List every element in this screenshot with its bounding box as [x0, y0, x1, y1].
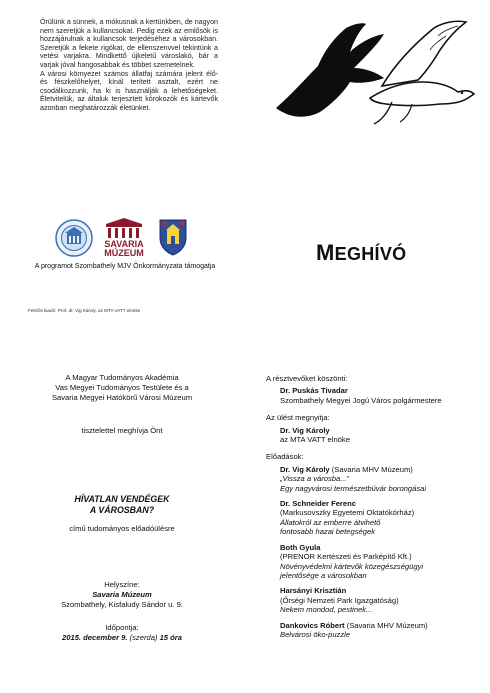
speaker-name: Dr. Schneider Ferenc	[280, 499, 356, 509]
venue-label: Helyszíne:	[104, 580, 140, 589]
talk-item	[280, 499, 486, 537]
gull-wing	[382, 21, 466, 86]
time-value	[14, 633, 230, 643]
speaker-name: Dr. Vig Károly	[280, 464, 330, 474]
speaker-name: Dankovics Róbert	[280, 620, 345, 630]
crow-silhouette	[276, 23, 384, 117]
speaker-affiliation: (PRENOR Kertészeti és Parképítő Kft.)	[280, 552, 412, 562]
greet-block	[266, 386, 486, 405]
programme	[266, 374, 486, 645]
organizer-line: A Magyar Tudományos Akadémia	[65, 373, 179, 382]
talk-title: Nekem mondod, pestinek...	[280, 605, 373, 615]
talks-label: Előadások:	[266, 452, 304, 462]
event-title	[14, 494, 230, 516]
mta-seal-logo	[54, 218, 94, 258]
venue-address: Szombathely, Kisfaludy Sándor u. 9.	[61, 600, 183, 609]
talk-item	[280, 465, 486, 493]
publisher-line: Felelős kiadó: Prof. dr. Vig Károly, az MTA VATT elnöke	[28, 308, 141, 313]
speaker-name: Harsányi Krisztián	[280, 586, 347, 596]
chair-role: az MTA VATT elnöke	[280, 435, 350, 445]
talk-title: „Vissza a városba...”	[280, 474, 350, 484]
speaker-name: Both Gyula	[280, 542, 321, 552]
talks-list	[266, 465, 486, 640]
talk-title-line-2: Egy nagyvárosi természetbúvár borongásai	[280, 483, 427, 493]
title-initial: M	[316, 240, 335, 265]
organizer-line: Savaria Megyei Hatókörű Városi Múzeum	[51, 393, 193, 402]
page-title	[316, 240, 406, 266]
talk-item	[280, 543, 486, 581]
event-title-line-2: A VÁROSBAN?	[89, 505, 155, 515]
greet-name: Dr. Puskás Tivadar	[280, 386, 348, 396]
speaker-affiliation: (Őrségi Nemzeti Park Igazgatóság)	[280, 595, 399, 605]
event-subtitle: című tudományos előadóülésre	[69, 524, 175, 533]
city-crest-logo	[158, 218, 188, 256]
museum-logo-text-1: SAVARIA	[104, 239, 144, 249]
talk-title: Növényvédelmi kártevők közegészségügyi	[280, 561, 424, 571]
speaker-affiliation: (Savaria MHV Múzeum)	[329, 464, 413, 474]
intro-paragraph: Örülünk a sünnek, a mókusnak a kertünkben, de nagyon nem szeretjük a kullancsokat. Pedig ezek az emlősök is hozzájárulnak a kullancsok terjedéséhez a városokban. Szeretjük a fekete rigókat, de ellenszenvvel tekintünk a vetési varjakra. Mindkettő újkeletű városlakó, bár a varjak jóval hangosabbak és többet szemetelnek.	[40, 18, 218, 69]
museum-logo-text-2: MÚZEUM	[104, 248, 144, 258]
speaker-affiliation: (Savaria MHV Múzeum)	[344, 620, 428, 630]
time-hour: 15 óra	[159, 633, 182, 642]
savaria-museum-logo	[98, 218, 150, 258]
intro-text	[40, 18, 218, 113]
chair-block	[266, 426, 486, 445]
support-text: A programot Szombathely MJV Önkormányzata támogatja	[34, 263, 216, 270]
time-block	[14, 623, 230, 643]
logos-row	[54, 216, 190, 258]
speaker-affiliation: (Markusovszky Egyetemi Oktatókórház)	[280, 508, 415, 518]
intro-paragraph: A városi környezet számos állatfaj számára jelent élő- és fészkelőhelyet, kínál terített asztalt, ezért ne csodálkozzunk, ha ki is használják a lehetőségeket. Életvitelük, az általuk terjesztett kórokozók és kártevők azonban meghatározzák életünket.	[40, 69, 218, 112]
chair-label: Az ülést megnyitja:	[266, 413, 330, 423]
venue-block	[14, 580, 230, 610]
venue-name: Savaria Múzeum	[92, 590, 152, 599]
time-label: Időpontja:	[105, 623, 139, 632]
title-rest: EGHÍVÓ	[334, 244, 407, 264]
greet-role: Szombathely Megyei Jogú Város polgármestere	[280, 395, 442, 405]
event-title-line-1: HÍVATLAN VENDÉGEK	[74, 494, 170, 504]
talk-title: Belvárosi öko-puzzle	[280, 629, 351, 639]
time-day: (szerda)	[129, 633, 158, 642]
time-date: 2015. december 9.	[62, 633, 128, 642]
talk-title-line-2: fontosabb hazai betegségek	[280, 527, 375, 537]
invite-line: tisztelettel meghívja Önt	[81, 426, 163, 435]
greet-label: A résztvevőket köszönti:	[266, 374, 348, 383]
talk-title: Állatokról az emberre átvihető	[280, 517, 381, 527]
talk-item	[280, 586, 486, 614]
talk-title-line-2: jelentősége a városokban	[280, 570, 367, 580]
talk-item	[280, 621, 486, 640]
chair-name: Dr. Vig Károly	[280, 425, 330, 435]
organizer-line: Vas Megyei Tudományos Testülete és a	[55, 383, 189, 392]
birds-illustration	[262, 16, 482, 128]
organizers-block	[14, 373, 230, 403]
